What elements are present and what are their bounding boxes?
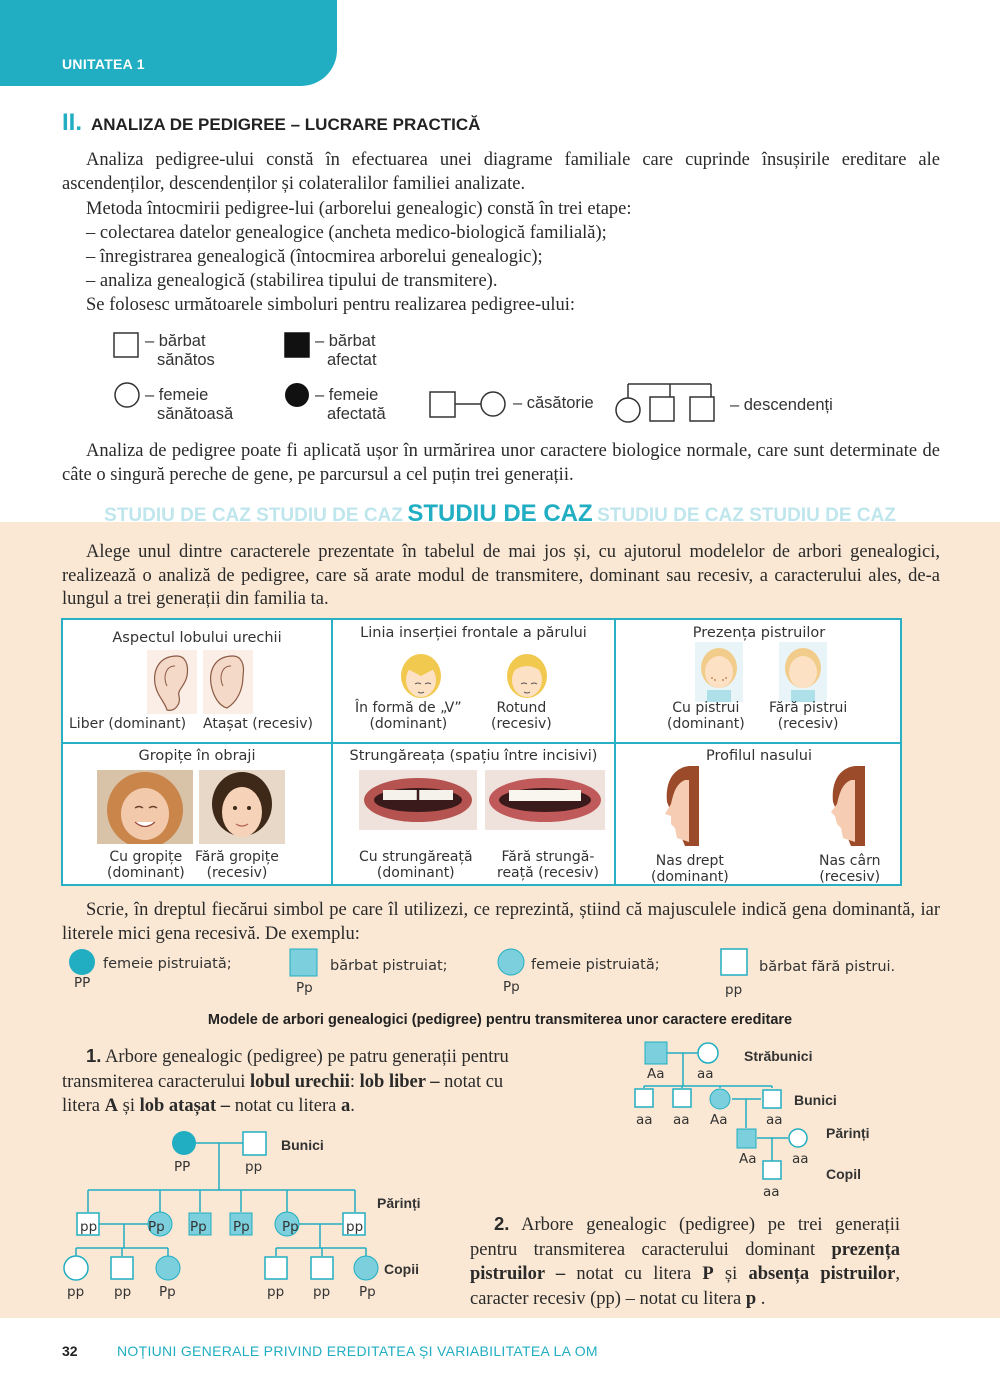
instruction-text: Scrie, în dreptul fiecărui simbol pe care îl utilizezi, ce reprezintă, știind că majusculele indică gena dominantă, iar literele mici gena recesivă. De exemplu: (62, 900, 940, 944)
example-label: femeie pistruiată; (531, 957, 660, 973)
trait-freckles-dominant: Cu pistrui (dominant) (667, 700, 745, 732)
dimpled-child-photo (97, 770, 193, 844)
section-number: II. (62, 109, 83, 136)
genotype-label: pp (67, 1284, 85, 1300)
freckles-images (695, 642, 835, 704)
genotype-label: pp (114, 1284, 132, 1300)
genotype-label: aa (763, 1184, 780, 1200)
round-hairline-face-icon (507, 654, 547, 698)
trait-gap-dominant: Cu strungăreață (dominant) (359, 849, 473, 881)
genotype-label: aa (697, 1066, 714, 1082)
genotype-label: aa (673, 1112, 690, 1128)
intro-paragraph-4: Analiza de pedigree poate fi aplicată ușor în urmărirea unor caractere biologice normale, care sunt determinate de câte o singură pereche de gene, pe parcursul a cel puțin trei generații. (62, 441, 940, 485)
trait-dimples-title: Gropițe în obraji (138, 748, 256, 764)
v-hairline-face-icon (401, 654, 441, 698)
genotype-label: Pp (148, 1219, 165, 1235)
grandmother-symbol (172, 1131, 196, 1155)
mother-symbol (789, 1129, 807, 1147)
healthy-female-label: – femeie sănătoasă (145, 386, 234, 423)
traits-table (61, 618, 902, 886)
genotype-label: Pp (233, 1219, 250, 1235)
no-dimples-child-photo (199, 770, 285, 844)
healthy-female-symbol (115, 383, 139, 407)
trait-freckles-title: Prezența pistruilor (692, 625, 826, 641)
affected-male-symbol (285, 333, 309, 357)
trait-hairline-title: Linia inserției frontale a părului (360, 625, 587, 641)
example-male-unaffected (721, 949, 747, 975)
child-symbol (763, 1161, 781, 1179)
tree2-description: 2. Arbore genealogic (pedigree) pe trei generații pentru transmiterea caracterului dominant prezența pistruilor – notat cu litera P și absența pistruilor, caracter recesiv (pp) – notat cu litera p . (470, 1213, 900, 1309)
step-item: – înregistrarea genealogică (întocmirea arborelui genealogic); (86, 247, 543, 267)
case-study-text: Alege unul dintre caracterele prezentate în tabelul de mai jos și, cu ajutorul modelelor de arbori genealogici, realizează o analiză de pedigree, care să arate modul de transmitere, dominant sau recesiv, a caracterului ales, de-a lungul a trei generații din familia ta. (62, 542, 940, 609)
trait-freckles-recessive: Fără pistrui (recesiv) (769, 700, 848, 732)
genotype-label: PP (174, 1159, 191, 1175)
marriage-symbol (430, 392, 505, 417)
great-grandfather-symbol (645, 1042, 667, 1064)
grandparent-symbol (710, 1089, 730, 1109)
page-number: 32 (62, 1343, 78, 1359)
trait-dimples-dominant: Cu gropițe (dominant) (107, 849, 185, 881)
trait-gap-title: Strungăreața (spațiu între incisivi) (349, 748, 598, 764)
example-genotype: Pp (503, 979, 520, 995)
table-divider (63, 742, 900, 744)
trait-hairline-recessive: Rotund (recesiv) (491, 700, 552, 732)
generation-label: Copii (384, 1261, 419, 1277)
descendants-label: – descendenți (730, 396, 833, 414)
healthy-male-symbol (114, 333, 138, 357)
freckled-face-icon (695, 642, 743, 702)
child-symbol (111, 1257, 133, 1279)
trait-gap-recessive: Fără strungă- reață (recesiv) (497, 849, 599, 881)
genotype-label: pp (245, 1159, 263, 1175)
grandfather-symbol (243, 1132, 266, 1155)
genotype-label: aa (636, 1112, 653, 1128)
great-grandmother-symbol (698, 1043, 718, 1063)
generation-label: Bunici (794, 1092, 837, 1108)
generation-label: Bunici (281, 1137, 324, 1153)
child-symbol (265, 1257, 287, 1279)
trait-ear-title: Aspectul lobului urechii (112, 630, 282, 646)
intro-paragraph-1: Analiza pedigree-ului constă în efectuarea unei diagrame familiale care cuprinde însușirile ereditare ale ascendenților, descendenților și colateralilor familiei analizate. (62, 150, 940, 194)
intro-paragraph-2: Metoda întocmirii pedigree-lui (arborelui genealogic) constă în trei etape: (86, 199, 632, 219)
pedigree-tree-1 (0, 1120, 480, 1310)
genotype-label: Pp (359, 1284, 376, 1300)
genotype-label: pp (346, 1219, 364, 1235)
example-male-affected (290, 949, 317, 976)
generation-label: Străbunici (744, 1048, 813, 1064)
example-label: bărbat pistruiat; (330, 958, 448, 974)
intro-paragraph-3: Se folosesc următoarele simboluri pentru realizarea pedigree-ului: (86, 295, 576, 315)
genotype-label: Pp (190, 1219, 207, 1235)
genotype-label: Pp (159, 1284, 176, 1300)
genotype-label: aa (792, 1151, 809, 1167)
generation-label: Părinți (826, 1125, 870, 1141)
trait-nose-dominant: Nas drept (dominant) (651, 853, 729, 885)
nose-profile-images (659, 762, 869, 848)
trait-ear-recessive: Atașat (recesiv) (203, 716, 313, 732)
example-female-affected (498, 949, 524, 975)
genotype-label: Aa (647, 1066, 665, 1082)
snub-nose-profile-icon (825, 762, 867, 848)
child-symbol (156, 1256, 180, 1280)
hairline-images (399, 642, 559, 704)
genotype-label: pp (80, 1219, 98, 1235)
affected-female-label: – femeie afectată (315, 386, 386, 423)
child-symbol (64, 1256, 88, 1280)
generation-label: Părinți (377, 1195, 421, 1211)
models-title: Modele de arbori genealogici (pedigree) pentru transmiterea unor caractere ereditare (207, 1012, 793, 1028)
genotype-label: pp (267, 1284, 285, 1300)
step-item: – colectarea datelor genealogice (ancheta medico-biologică familială); (86, 223, 607, 243)
genotype-label: Aa (739, 1151, 757, 1167)
trait-nose-title: Profilul nasului (705, 748, 813, 764)
affected-female-symbol (285, 383, 309, 407)
example-label: femeie pistruiată; (103, 956, 232, 972)
affected-male-label: – bărbat afectat (315, 332, 377, 369)
ear-images (147, 650, 257, 716)
case-study-title: STUDIU DE CAZ STUDIU DE CAZ STUDIU DE CAZ STUDIU DE CAZ STUDIU DE CAZ (104, 500, 896, 527)
descendants-symbol (616, 384, 714, 422)
dimples-images (97, 770, 287, 844)
father-symbol (737, 1129, 756, 1148)
marriage-label: – căsătorie (513, 394, 594, 412)
genotype-label: pp (313, 1284, 331, 1300)
tree1-description: 1. Arbore genealogic (pedigree) pe patru generații pentru transmiterea caracterului lobul urechii: lob liber – notat cu litera A și lob atașat – notat cu litera a. (62, 1045, 509, 1116)
genotype-label: Aa (710, 1112, 728, 1128)
child-symbol (354, 1256, 378, 1280)
grandparent-symbol (763, 1090, 781, 1108)
teeth-images (359, 770, 609, 832)
generation-label: Copil (826, 1166, 861, 1182)
example-label: bărbat fără pistrui. (759, 959, 896, 975)
no-gap-teeth-photo (485, 770, 605, 830)
child-symbol (311, 1257, 333, 1279)
trait-ear-dominant: Liber (dominant) (69, 716, 187, 732)
example-genotype: PP (74, 975, 91, 991)
trait-dimples-recessive: Fără gropițe (recesiv) (195, 849, 279, 881)
genotype-label: aa (766, 1112, 783, 1128)
trait-hairline-dominant: În formă de „V” (dominant) (355, 700, 462, 732)
healthy-male-label: – bărbat sănătos (145, 332, 215, 369)
grandparent-symbol (673, 1089, 691, 1107)
straight-nose-profile-icon (659, 762, 701, 848)
step-item: – analiza genealogică (stabilirea tipului de transmitere). (86, 271, 498, 291)
example-genotype: Pp (296, 980, 313, 996)
unit-label: UNITATEA 1 (62, 56, 145, 72)
gap-teeth-photo (359, 770, 477, 830)
genotype-label: Pp (282, 1219, 299, 1235)
section-title: ANALIZA DE PEDIGREE – LUCRARE PRACTICĂ (91, 115, 481, 134)
example-genotype: pp (725, 982, 743, 998)
legend-shapes (0, 0, 1000, 440)
footer-title: NOȚIUNI GENERALE PRIVIND EREDITATEA ȘI VARIABILITATEA LA OM (117, 1343, 598, 1359)
example-female-affected-homozygous (69, 949, 95, 975)
no-freckles-face-icon (779, 642, 827, 702)
grandparent-symbol (635, 1089, 653, 1107)
trait-nose-recessive: Nas cârn (recesiv) (819, 853, 881, 885)
